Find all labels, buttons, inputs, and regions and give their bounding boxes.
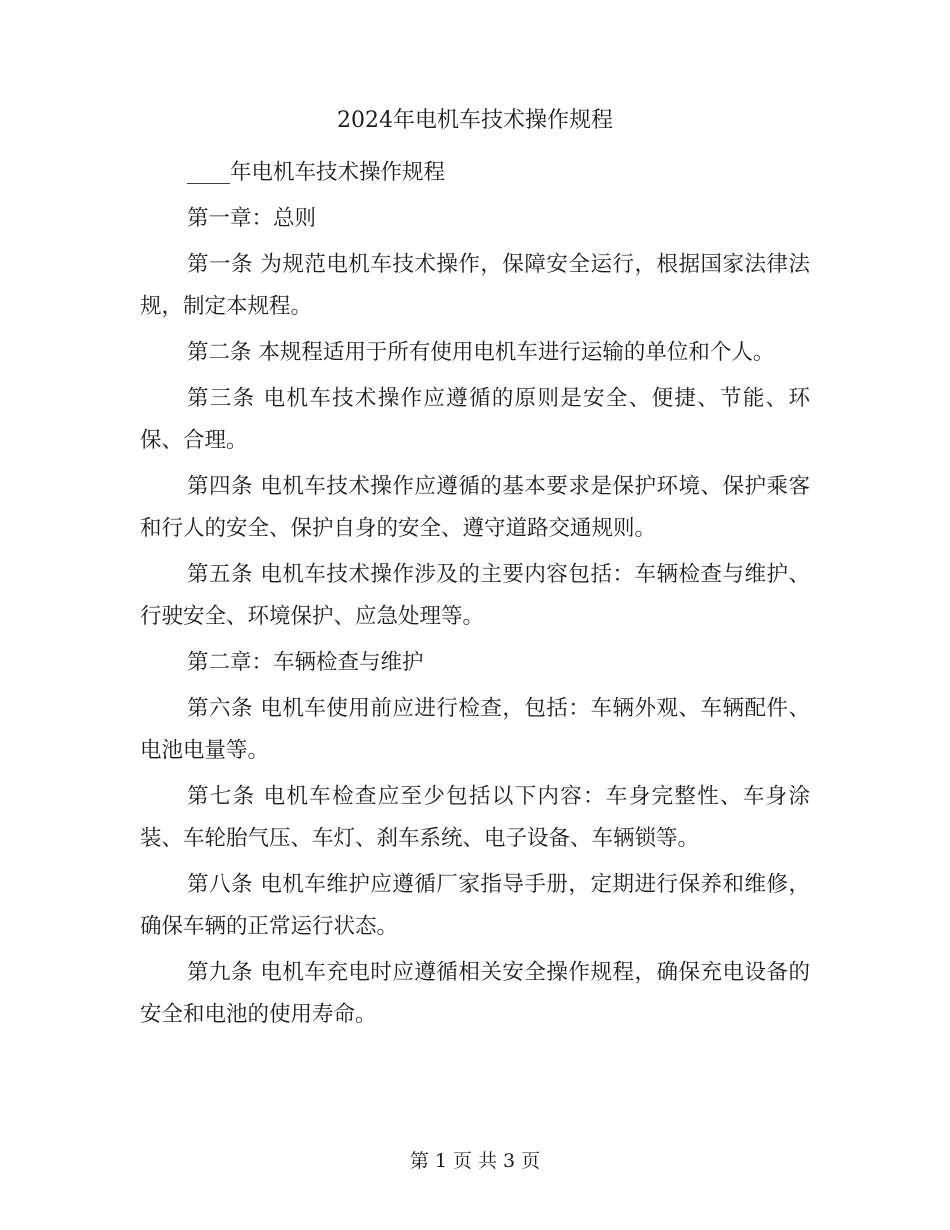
page-number-footer: 第 1 页 共 3 页 — [409, 1150, 541, 1172]
article-paragraph: 第五条 电机车技术操作涉及的主要内容包括：车辆检查与维护、行驶安全、环境保护、应急处理等。 — [140, 562, 810, 629]
document-title: 2024年电机车技术操作规程 — [337, 108, 613, 133]
chapter-heading: 第一章：总则 — [187, 206, 317, 231]
article-paragraph: 第四条 电机车技术操作应遵循的基本要求是保护环境、保护乘客和行人的安全、保护自身的安全、遵守道路交通规则。 — [140, 474, 810, 541]
chapter-heading: 第二章：车辆检查与维护 — [187, 650, 424, 675]
article-paragraph: 第八条 电机车维护应遵循厂家指导手册，定期进行保养和维修，确保车辆的正常运行状态。 — [140, 872, 810, 939]
article-paragraph: 第三条 电机车技术操作应遵循的原则是安全、便捷、节能、环保、合理。 — [140, 386, 810, 453]
article-paragraph: 第七条 电机车检查应至少包括以下内容：车身完整性、车身涂装、车轮胎气压、车灯、刹车系统、电子设备、车辆锁等。 — [140, 784, 810, 851]
article-paragraph: 第六条 电机车使用前应进行检查，包括：车辆外观、车辆配件、电池电量等。 — [140, 696, 810, 763]
article-paragraph: 第二条 本规程适用于所有使用电机车进行运输的单位和个人。 — [187, 340, 775, 365]
subtitle-paragraph: ____年电机车技术操作规程 — [187, 160, 446, 185]
document-body — [140, 152, 810, 1040]
article-paragraph: 第一条 为规范电机车技术操作，保障安全运行，根据国家法律法规，制定本规程。 — [140, 252, 810, 319]
article-paragraph: 第九条 电机车充电时应遵循相关安全操作规程，确保充电设备的安全和电池的使用寿命。 — [140, 960, 810, 1027]
